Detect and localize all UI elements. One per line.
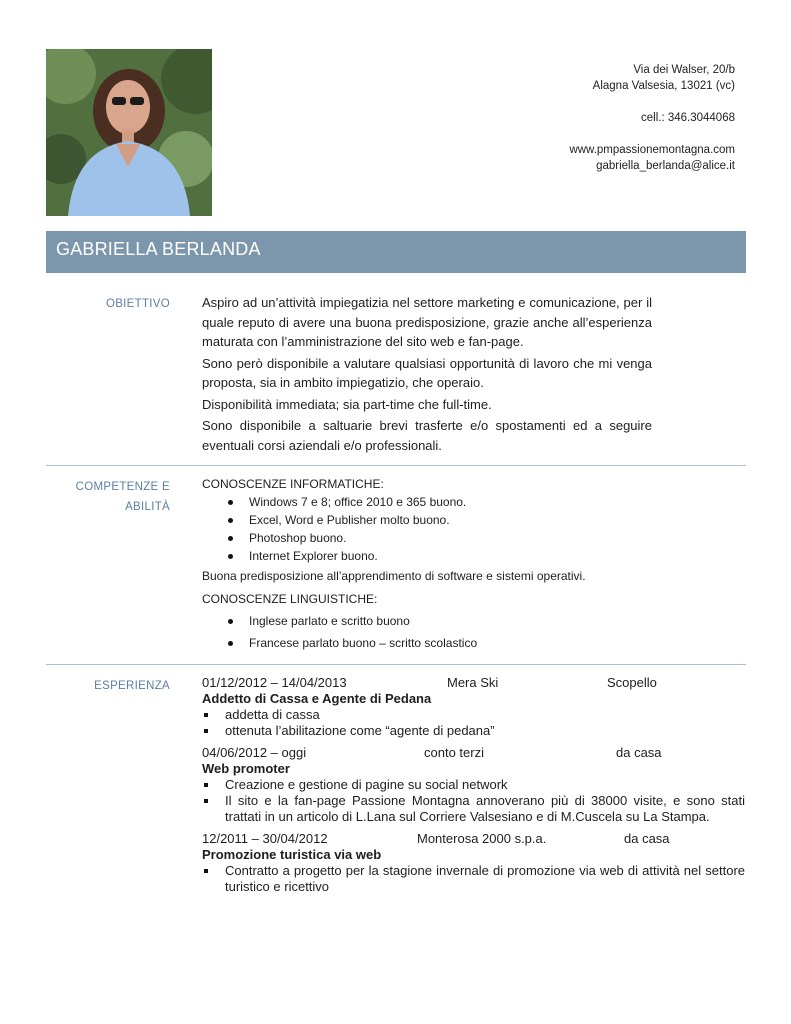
it-skills-heading: CONOSCENZE INFORMATICHE: [202, 477, 384, 491]
job-dates: 01/12/2012 – 14/04/2013 [202, 675, 347, 690]
section-label-skills-line2: ABILITÀ [125, 501, 170, 513]
job-dates: 04/06/2012 – oggi [202, 745, 307, 760]
language-skills-heading: CONOSCENZE LINGUISTICHE: [202, 592, 378, 606]
section-label-skills-line1: COMPETENZE E [75, 481, 170, 493]
list-item: Windows 7 e 8; office 2010 e 365 buono. [202, 493, 586, 511]
address-line-1: Via dei Walser, 20/b [633, 64, 735, 76]
list-item: Creazione e gestione di pagine su social network [202, 777, 745, 793]
email-link[interactable]: gabriella_berlanda@alice.it [596, 160, 735, 172]
section-divider [46, 664, 746, 665]
section-label-experience: ESPERIENZA [94, 680, 170, 692]
objective-paragraph: Aspiro ad un’attività impiegatizia nel settore marketing e comunicazione, per il quale reputo di avere una buona predisposizione, grazie anche all’esperienza maturata con l’amministrazione del sito web e fan-page. [202, 295, 652, 349]
job-title: Promozione turistica via web [202, 847, 382, 862]
job-bullets [202, 863, 745, 895]
job-header [202, 675, 745, 691]
list-item: Excel, Word e Publisher molto buono. [202, 511, 586, 529]
job-title: Web promoter [202, 761, 290, 776]
website-link[interactable]: www.pmpassionemontagna.com [569, 144, 735, 156]
list-item: Francese parlato buono – scritto scolastico [202, 634, 586, 652]
language-skills-list [202, 612, 586, 652]
objective-paragraph: Sono disponibile a saltuarie brevi trasferte e/o spostamenti ed a seguire eventuali corsi aziendali e/o professionali. [202, 418, 652, 453]
person-name: GABRIELLA BERLANDA [56, 239, 261, 259]
job-place: da casa [624, 831, 670, 846]
contact-block [569, 62, 735, 174]
name-banner [46, 231, 746, 273]
objective-section [202, 293, 652, 457]
job-place: Scopello [607, 675, 657, 690]
section-label-objective: OBIETTIVO [105, 298, 170, 310]
list-item: Internet Explorer buono. [202, 547, 586, 565]
job-header [202, 831, 745, 847]
skills-section [202, 475, 586, 652]
job-entry [202, 745, 745, 825]
job-header [202, 745, 745, 761]
job-entry [202, 675, 745, 739]
it-skills-note: Buona predisposizione all’apprendimento di software e sistemi operativi. [202, 569, 586, 583]
objective-paragraph: Sono però disponibile a valutare qualsiasi opportunità di lavoro che mi venga proposta, sia in ambito impiegatizio, che operaio. [202, 355, 652, 390]
phone-number: cell.: 346.3044068 [641, 112, 735, 124]
job-bullets [202, 777, 745, 825]
profile-photo [46, 49, 212, 216]
section-divider [46, 465, 746, 466]
job-title: Addetto di Cassa e Agente di Pedana [202, 691, 432, 706]
experience-section [202, 675, 745, 901]
job-entry [202, 831, 745, 895]
list-item: addetta di cassa [202, 707, 745, 723]
job-bullets [202, 707, 745, 739]
job-place: da casa [616, 745, 662, 760]
job-employer: Monterosa 2000 s.p.a. [417, 831, 547, 846]
list-item: ottenuta l’abilitazione come “agente di pedana” [202, 723, 745, 739]
job-employer: conto terzi [424, 745, 484, 760]
it-skills-list [202, 493, 586, 565]
job-dates: 12/2011 – 30/04/2012 [202, 831, 328, 846]
section-label-skills [46, 477, 170, 517]
address-line-2: Alagna Valsesia, 13021 (vc) [592, 80, 735, 92]
list-item: Photoshop buono. [202, 529, 586, 547]
list-item: Il sito e la fan-page Passione Montagna annoverano più di 38000 visite, e sono stati trattati in un articolo di L.Lana sul Corriere Valsesiano e di M.Cuscela su La Stampa. [202, 793, 745, 825]
objective-paragraph: Disponibilità immediata; sia part-time che full-time. [202, 396, 492, 412]
list-item: Inglese parlato e scritto buono [202, 612, 586, 630]
job-employer: Mera Ski [447, 675, 499, 690]
list-item: Contratto a progetto per la stagione invernale di promozione via web di attività nel settore turistico e ricettivo [202, 863, 745, 895]
